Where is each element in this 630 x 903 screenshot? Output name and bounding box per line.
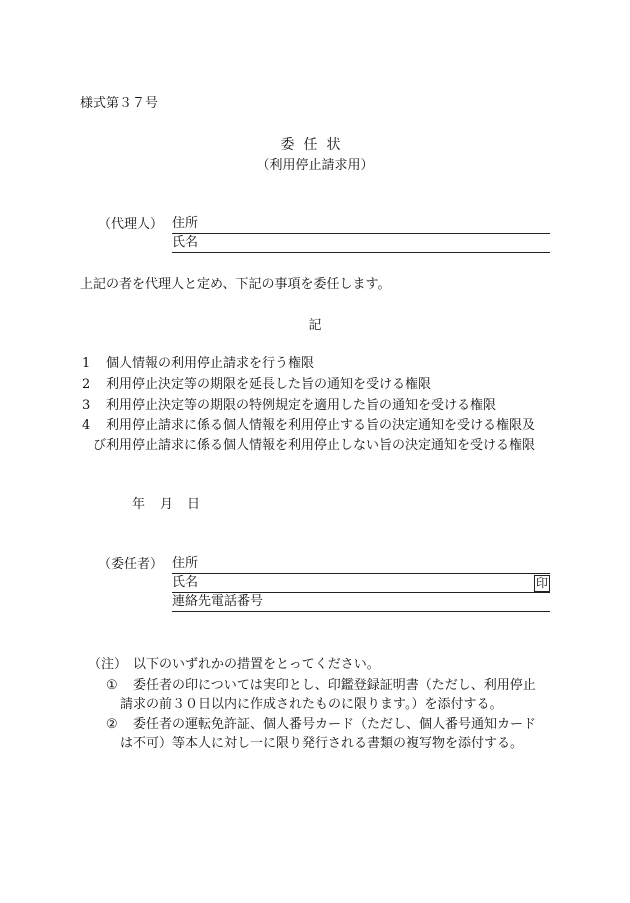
principal-address-field[interactable] [172,556,550,574]
principal-label: （委任者） [98,557,164,572]
seal-mark: 印 [535,576,548,590]
principal-name-field[interactable] [172,575,550,593]
item-text-continued: び利用停止請求に係る個人情報を利用停止しない旨の決定通知を受ける権限 [93,438,536,453]
agent-name-label: 氏名 [172,235,199,250]
principal-phone-label: 連絡先電話番号 [172,594,264,609]
note-text: 委任者の印については実印とし、印鑑登録証明書（ただし、利用停止 [133,678,536,693]
note-marker: ① [106,678,118,693]
item-number: 3 [82,398,91,413]
item-number: 2 [82,377,91,392]
note-text-continued: は不可）等本人に対し一に限り発行される書類の複写物を添付する。 [120,736,524,751]
date-month: 月 [160,497,174,512]
note-text-continued: 請求の前３０日以内に作成されたものに限ります。）を添付する。 [120,697,503,712]
date-day: 日 [187,497,201,512]
document-subtitle: （利用停止請求用） [256,158,374,173]
agent-name-field[interactable] [172,235,550,253]
ki-heading: 記 [308,318,322,333]
item-text: 個人情報の利用停止請求を行う権限 [106,356,315,371]
item-text: 利用停止決定等の期限の特例規定を適用した旨の通知を受ける権限 [106,398,497,413]
note-heading: （注） [88,657,128,672]
item-text: 利用停止決定等の期限を延長した旨の通知を受ける権限 [106,377,432,392]
document-title: 委任状 [280,137,350,153]
item-number: 4 [82,418,91,433]
date-year: 年 [132,497,146,512]
agent-address-field[interactable] [172,216,550,234]
agent-address-label: 住所 [172,216,199,231]
agent-label: （代理人） [98,217,164,232]
principal-name-label: 氏名 [172,575,199,590]
item-text: 利用停止請求に係る個人情報を利用停止する旨の決定通知を受ける権限及 [106,418,536,433]
intro-text: 上記の者を代理人と定め、下記の事項を委任します。 [80,277,391,292]
note-text: 委任者の運転免許証、個人番号カード（ただし、個人番号通知カード [133,717,537,732]
form-number: 様式第３７号 [80,96,159,111]
principal-address-label: 住所 [172,556,199,571]
principal-phone-field[interactable] [172,594,550,612]
note-marker: ② [106,717,118,732]
note-intro: 以下のいずれかの措置をとってください。 [133,657,380,672]
item-number: 1 [82,356,91,371]
